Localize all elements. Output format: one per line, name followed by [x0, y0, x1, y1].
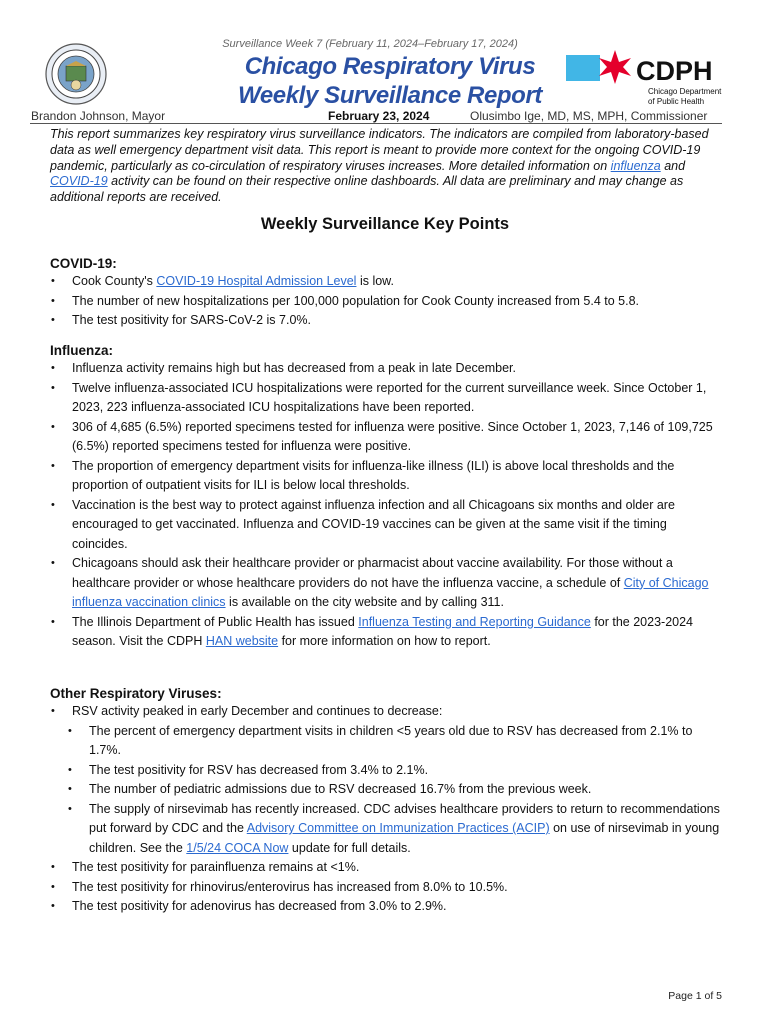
list-item: • The test positivity for adenovirus has decreased from 3.0% to 2.9%. — [50, 897, 725, 917]
list-item: • 306 of 4,685 (6.5%) reported specimens tested for influenza were positive. Since October 1, 2023, 7,146 of 109,725 (6.5%) reported specimens tested for influenza were positive. — [50, 418, 725, 457]
list-item: • Twelve influenza-associated ICU hospitalizations were reported for the current surveillance week. Since October 1, 2023, 223 influenza-associated ICU hospitalizations have been reported. — [50, 379, 725, 418]
cdph-logo-sub2: of Public Health — [648, 97, 705, 106]
list-item: • The test positivity for RSV has decreased from 3.4% to 2.1%. — [50, 761, 725, 781]
list-item: • The test positivity for rhinovirus/enterovirus has increased from 8.0% to 10.5%. — [50, 878, 725, 898]
influenza-heading: Influenza: — [50, 343, 113, 358]
report-date: February 23, 2024 — [328, 109, 430, 123]
list-item: • The number of pediatric admissions due to RSV decreased 16.7% from the previous week. — [50, 780, 725, 800]
other-viruses-heading: Other Respiratory Viruses: — [50, 686, 222, 701]
other-viruses-list — [50, 702, 725, 917]
surveillance-week-line: Surveillance Week 7 (February 11, 2024–February 17, 2024) — [222, 38, 518, 50]
acip-link[interactable]: Advisory Committee on Immunization Practices (ACIP) — [246, 821, 550, 835]
report-title-line2: Weekly Surveillance Report — [238, 82, 542, 109]
intro-text-3: activity can be found on their respective online dashboards. All data are preliminary and may change as additional reports are received. — [50, 174, 684, 205]
rsv-sublist — [50, 722, 725, 859]
intro-paragraph — [50, 127, 730, 206]
list-item: • The percent of emergency department visits in children <5 years old due to RSV has decreased from 2.1% to 1.7%. — [50, 722, 725, 761]
cdph-logo-icon — [566, 48, 726, 108]
han-website-link[interactable]: HAN website — [205, 634, 279, 648]
influenza-list — [50, 359, 725, 652]
list-item: • The proportion of emergency department visits for influenza-like illness (ILI) is above local thresholds and the proportion of outpatient visits for ILI is below local thresholds. — [50, 457, 725, 496]
list-item: • The number of new hospitalizations per 100,000 population for Cook County increased from 5.4 to 5.8. — [50, 292, 725, 312]
header-divider — [30, 123, 722, 124]
covid-dashboard-link[interactable]: COVID-19 — [50, 174, 108, 189]
list-item: • Chicagoans should ask their healthcare provider or pharmacist about vaccine availability. For those without a healthcare provider or whose healthcare providers do not have the influenza vaccine, a schedule of City of Chicago influenza vaccination clinics is available on the city website and by calling 311. — [50, 554, 725, 613]
influenza-dashboard-link[interactable]: influenza — [610, 158, 661, 173]
list-item: • RSV activity peaked in early December and continues to decrease: • The percent of emergency department visits in children <5 years old due to RSV has decreased from 2.1% to 1.7%. • The test positivity for RSV has decreased from 3.4% to 2.1%. • The number of pediatric admissions due to RSV decreased 16.7% from the previous week. • The supply of nirsevimab has recently increased. CDC advises healthcare providers to return to recommendations put forward by CDC and the Advisory Committee on Immunization Practices (ACIP) on use of nirsevimab in young children. See the 1/5/24 COCA Now update for full details. — [50, 702, 725, 858]
report-title-line1: Chicago Respiratory Virus — [244, 53, 536, 80]
coca-now-link[interactable]: 1/5/24 COCA Now — [186, 840, 289, 855]
cdph-logo-text: CDPH — [636, 56, 713, 86]
covid-list — [50, 272, 725, 331]
covid-heading: COVID-19: — [50, 256, 117, 271]
intro-text-2: and — [660, 158, 686, 173]
commissioner-name: Olusimbo Ige, MD, MS, MPH, Commissioner — [470, 109, 708, 123]
list-item: • The test positivity for SARS-CoV-2 is 7.0%. — [50, 311, 725, 331]
page-number: Page 1 of 5 — [668, 990, 722, 1002]
influenza-testing-guidance-link[interactable]: Influenza Testing and Reporting Guidance — [358, 614, 591, 629]
list-item: • The Illinois Department of Public Health has issued Influenza Testing and Reporting Guidance for the 2023-2024 season. Visit the CDPH HAN website for more information on how to report. — [50, 613, 725, 652]
intro-text-1: This report summarizes key respiratory virus surveillance indicators. The indicators are compiled from laboratory-based data as well emergency department visit data. This report is meant to provide more context for the ongoing COVID-19 pandemic, particularly as co-circulation of respiratory viruses increases. More detailed information on — [50, 127, 709, 173]
list-item: • The test positivity for parainfluenza remains at <1%. — [50, 858, 725, 878]
list-item: • Cook County's COVID-19 Hospital Admission Level is low. — [50, 272, 725, 292]
list-item: • Vaccination is the best way to protect against influenza infection and all Chicagoans six months and older are encouraged to get vaccinated. Influenza and COVID-19 vaccines can be given at the same visit if the timing coincides. — [50, 496, 725, 555]
covid-hospital-admission-level-link[interactable]: COVID-19 Hospital Admission Level — [156, 274, 357, 288]
influenza-vaccination-clinics-link[interactable]: City of Chicago influenza vaccination clinics — [72, 575, 709, 609]
key-points-heading: Weekly Surveillance Key Points — [260, 215, 510, 233]
city-of-chicago-seal-icon — [45, 43, 107, 105]
list-item: • Influenza activity remains high but has decreased from a peak in late December. — [50, 359, 725, 379]
mayor-name: Brandon Johnson, Mayor — [31, 109, 166, 123]
cdph-logo-sub1: Chicago Department — [648, 87, 722, 96]
list-item: • The supply of nirsevimab has recently increased. CDC advises healthcare providers to return to recommendations put forward by CDC and the Advisory Committee on Immunization Practices (ACIP) on use of nirsevimab in young children. See the 1/5/24 COCA Now update for full details. — [50, 800, 725, 859]
